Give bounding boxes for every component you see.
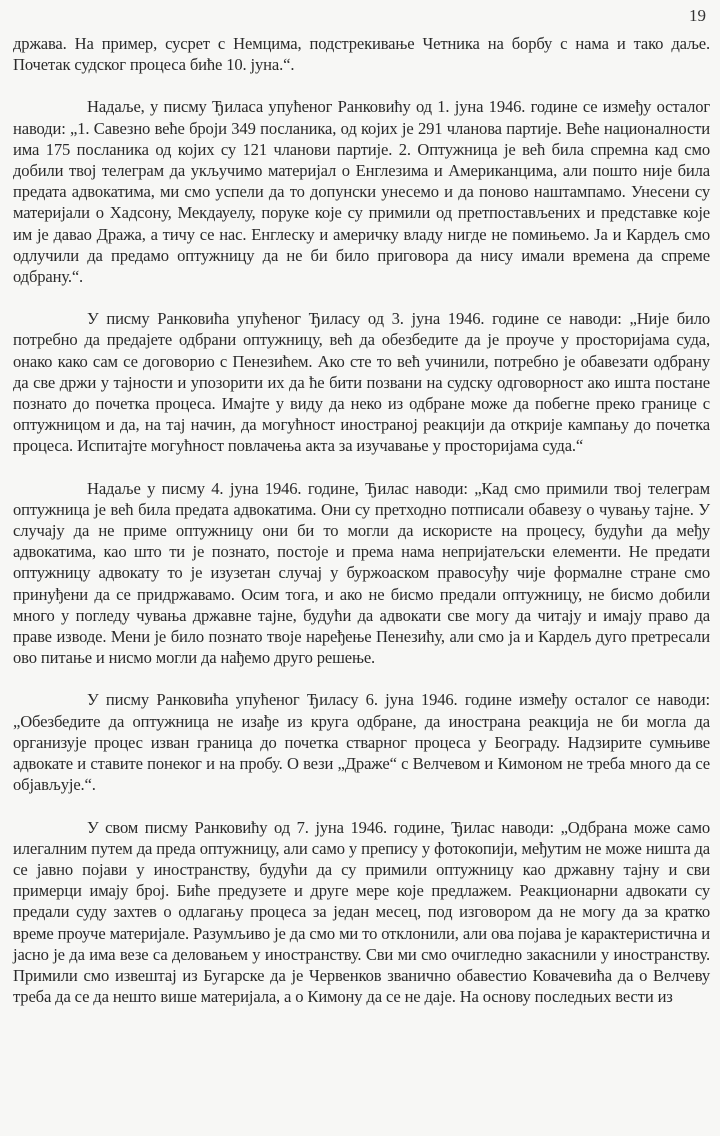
paragraph: држава. На пример, сусрет с Немцима, подстрекивање Четника на борбу с нама и тако даље. Почетак судског процеса биће 10. јуна.“. <box>13 34 710 75</box>
document-body <box>13 33 710 1007</box>
paragraph: У писму Ранковића упућеног Ђиласу 6. јуна 1946. године између осталог се наводи: „Обезбедите да оптужница не изађе из круга одбране, да инострана реакција не би могла да организује процес изван граница до почетка стварног процеса у Београду. Надзирите сумњиве адвокате и ставите понеког и на пробу. О вези „Драже“ с Велчевом и Кимоном не треба много да се објављује.“. <box>13 690 710 795</box>
page-number: 19 <box>689 6 706 25</box>
paragraph-gap <box>13 287 710 308</box>
paragraph-gap <box>13 668 710 689</box>
paragraph: Надаље, у писму Ђиласа упућеног Ранковићу од 1. јуна 1946. године се између осталог наводи: „1. Савезно веће броји 349 посланика, од којих је 291 чланова партије. Веће националности има 175 посланика од којих су 121 чланови партије. 2. Оптужница је већ била спремна кад смо добили твој телеграм да укључимо материјал о Енглезима и Американцима, али пошто није била предата адвокатима, ми смо успели да то допунски унесемо и да поново наштампамо. Унесени су материјали о Хадсону, Мекдауелу, поруке које су примили од претпостављених и представке које им је давао Дража, а тичу се нас. Енглеску и америчку владу нигде не помињемо. Ја и Кардељ смо одлучили да предамо оптужницу да не би било приговора да нису имали времена да спреме одбрану.“. <box>13 97 710 287</box>
paragraph: Надаље у писму 4. јуна 1946. године, Ђилас наводи: „Кад смо примили твој телеграм оптужница је већ била предата адвокатима. Они су претходно потписали обавезу о чувању тајне. У случају да не приме оптужницу они би то могли да искористе на процесу, будући да међу адвокатима, као што ти је познато, постоје и према нама непријатељски елементи. Не предати оптужницу адвокату то је изузетан случај у буржоаском правосуђу чије формалне стране смо принуђени да се придржавамо. Осим тога, и ако не бисмо предали оптужницу, не бисмо добили много у погледу чувања државне тајне, будући да адвокати све могу да читају и имају право да праве изводе. Мени је било познато твоје наређење Пенезићу, али смо ја и Кардељ дуго претресали ово питање и нисмо могли да нађемо друго решење. <box>13 478 710 668</box>
paragraph-gap <box>13 457 710 478</box>
paragraph-gap <box>13 796 710 817</box>
paragraph-gap <box>13 75 710 96</box>
paragraph: У свом писму Ранковићу од 7. јуна 1946. године, Ђилас наводи: „Одбрана може само илегалним путем да преда оптужницу, али само у препису у фотокопији, међутим не може ништа да се јавно појави у иностранству, будући да су примили оптужницу као државну тајну и сви примерци имају број. Биће предузете и друге мере које предлажем. Реакционарни адвокати су предали суду захтев о одлагању процеса за један месец, под изговором да не могу да за кратко време проуче материјале. Разумљиво је да смо ми то отклонили, али ова појава је карактеристична и јасно је да има везе са деловањем у иностранству. Сви ми смо очигледно закаснили у иностранству. Примили смо извештај из Бугарске да је Червенков званично обавестио Ковачевића да о Велчеву треба да се да нешто више материјала, а о Кимону да се не даје. На основу последњих вести из <box>13 817 710 1007</box>
paragraph: У писму Ранковића упућеног Ђиласу од 3. јуна 1946. године се наводи: „Није било потребно да предајете одбрани оптужницу, већ да обезбедите да је проуче у просторијама суда, онако како сам се договорио с Пенезићем. Ако сте то већ учинили, потребно је обавезати одбрану да све држи у тајности и упозорити их да ће бити позвани на судску одговорност ако ишта постане познато до почетка процеса. Имајте у виду да неко из одбране може да побегне преко границе с оптужницом и да, на тај начин, да могућност иностраној реакцији да открије кампању до почетка процеса. Испитајте могућност повлачења акта за изучавање у просторијама суда.“ <box>13 309 710 456</box>
